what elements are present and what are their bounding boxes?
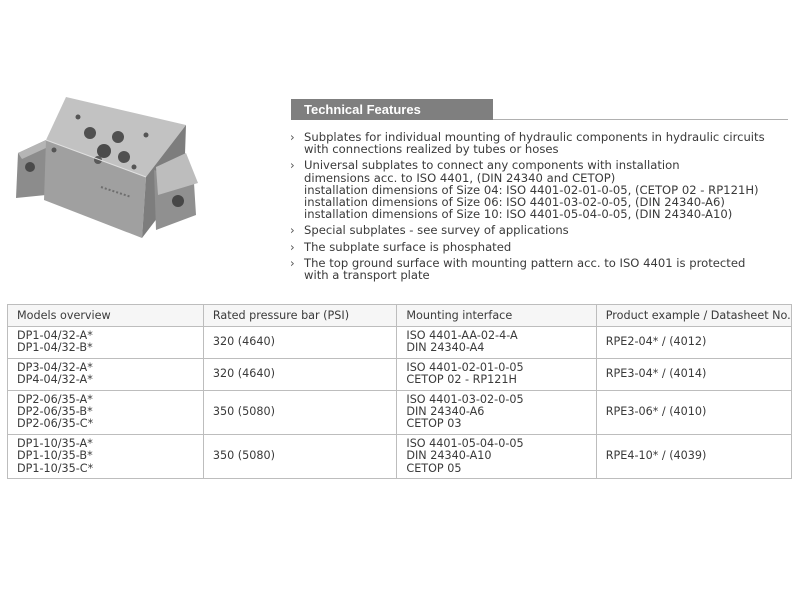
feature-text-line: installation dimensions of Size 04: ISO 4401-02-01-0-05, (CETOP 02 - RP121H): [304, 182, 759, 197]
table-row: [8, 390, 792, 434]
column-header-models: Models overview: [8, 305, 204, 327]
feature-text-line: with a transport plate: [304, 268, 430, 283]
models-cell-line: DP3-04/32-A*: [17, 360, 93, 374]
models-cell-line: DP4-04/32-A*: [17, 373, 93, 387]
bullet-chevron-icon: ›: [290, 130, 295, 144]
interface-cell: [397, 358, 596, 390]
feature-text-line: installation dimensions of Size 06: ISO 4401-03-02-0-05, (DIN 24340-A6): [304, 195, 725, 210]
pressure-cell: 350 (5080): [203, 390, 397, 434]
models-cell: [8, 327, 204, 359]
interface-cell-line: DIN 24340-A6: [406, 405, 485, 419]
header-divider: [493, 119, 788, 120]
interface-cell-line: CETOP 02 - RP121H: [406, 373, 517, 387]
product-cell: RPE2-04* / (4012): [596, 327, 791, 359]
column-header-interface: Mounting interface: [397, 305, 596, 327]
interface-cell-line: ISO 4401-AA-02-4-A: [406, 329, 518, 342]
pressure-cell: 350 (5080): [203, 434, 397, 478]
feature-item: [289, 131, 784, 155]
feature-text-line: The subplate surface is phosphated: [304, 239, 512, 254]
product-cell: RPE3-04* / (4014): [596, 358, 791, 390]
models-cell-line: DP1-10/35-B*: [17, 449, 93, 463]
product-cell: RPE4-10* / (4039): [596, 434, 791, 478]
product-cell: RPE3-06* / (4010): [596, 390, 791, 434]
feature-text-line: Special subplates - see survey of applications: [304, 223, 569, 238]
models-cell-line: DP1-10/35-A*: [17, 436, 93, 450]
table-row: [8, 434, 792, 478]
interface-cell-line: ISO 4401-05-04-0-05: [406, 436, 524, 450]
pressure-cell: 320 (4640): [203, 358, 397, 390]
interface-cell-line: CETOP 03: [406, 417, 462, 431]
feature-text-line: Universal subplates to connect any components with installation: [304, 158, 680, 173]
feature-text-line: Subplates for individual mounting of hydraulic components in hydraulic circuits: [304, 130, 765, 144]
table-header-row: [8, 305, 792, 327]
models-cell-line: DP1-04/32-B*: [17, 341, 93, 355]
feature-text-line: with connections realized by tubes or hoses: [304, 142, 559, 157]
column-header-pressure: Rated pressure bar (PSI): [203, 305, 397, 327]
interface-cell: [397, 434, 596, 478]
models-cell: [8, 358, 204, 390]
bullet-chevron-icon: ›: [290, 255, 295, 270]
interface-cell: [397, 390, 596, 434]
bullet-chevron-icon: ›: [290, 158, 295, 173]
bullet-chevron-icon: ›: [290, 239, 295, 254]
interface-cell-line: ISO 4401-03-02-0-05: [406, 392, 524, 406]
technical-features-header: Technical Features: [291, 99, 493, 120]
feature-text-line: The top ground surface with mounting pattern acc. to ISO 4401 is protected: [304, 255, 746, 270]
models-cell: [8, 390, 204, 434]
models-cell-line: DP2-06/35-C*: [17, 417, 94, 431]
feature-item: [289, 224, 784, 236]
interface-cell-line: DIN 24340-A10: [406, 449, 492, 463]
interface-cell: [397, 327, 596, 359]
table-row: [8, 327, 792, 359]
interface-cell-line: CETOP 05: [406, 461, 462, 475]
feature-item: [289, 241, 784, 253]
models-cell: [8, 434, 204, 478]
interface-cell-line: ISO 4401-02-01-0-05: [406, 360, 524, 374]
bullet-chevron-icon: ›: [290, 223, 295, 238]
interface-cell-line: DIN 24340-A4: [406, 341, 485, 355]
models-cell-line: DP1-04/32-A*: [17, 329, 93, 342]
feature-item: [289, 257, 784, 281]
feature-item: [289, 159, 784, 220]
models-cell-line: DP2-06/35-A*: [17, 392, 93, 406]
feature-text-line: installation dimensions of Size 10: ISO 4401-05-04-0-05, (DIN 24340-A10): [304, 207, 733, 222]
models-overview-table: [7, 304, 792, 479]
table-row: [8, 358, 792, 390]
subplate-product-image: [6, 95, 204, 255]
pressure-cell: 320 (4640): [203, 327, 397, 359]
feature-text-line: dimensions acc. to ISO 4401, (DIN 24340 and CETOP): [304, 170, 616, 185]
column-header-product: Product example / Datasheet No.: [596, 305, 791, 327]
models-cell-line: DP2-06/35-B*: [17, 405, 93, 419]
features-list: [289, 131, 784, 285]
models-cell-line: DP1-10/35-C*: [17, 461, 94, 475]
